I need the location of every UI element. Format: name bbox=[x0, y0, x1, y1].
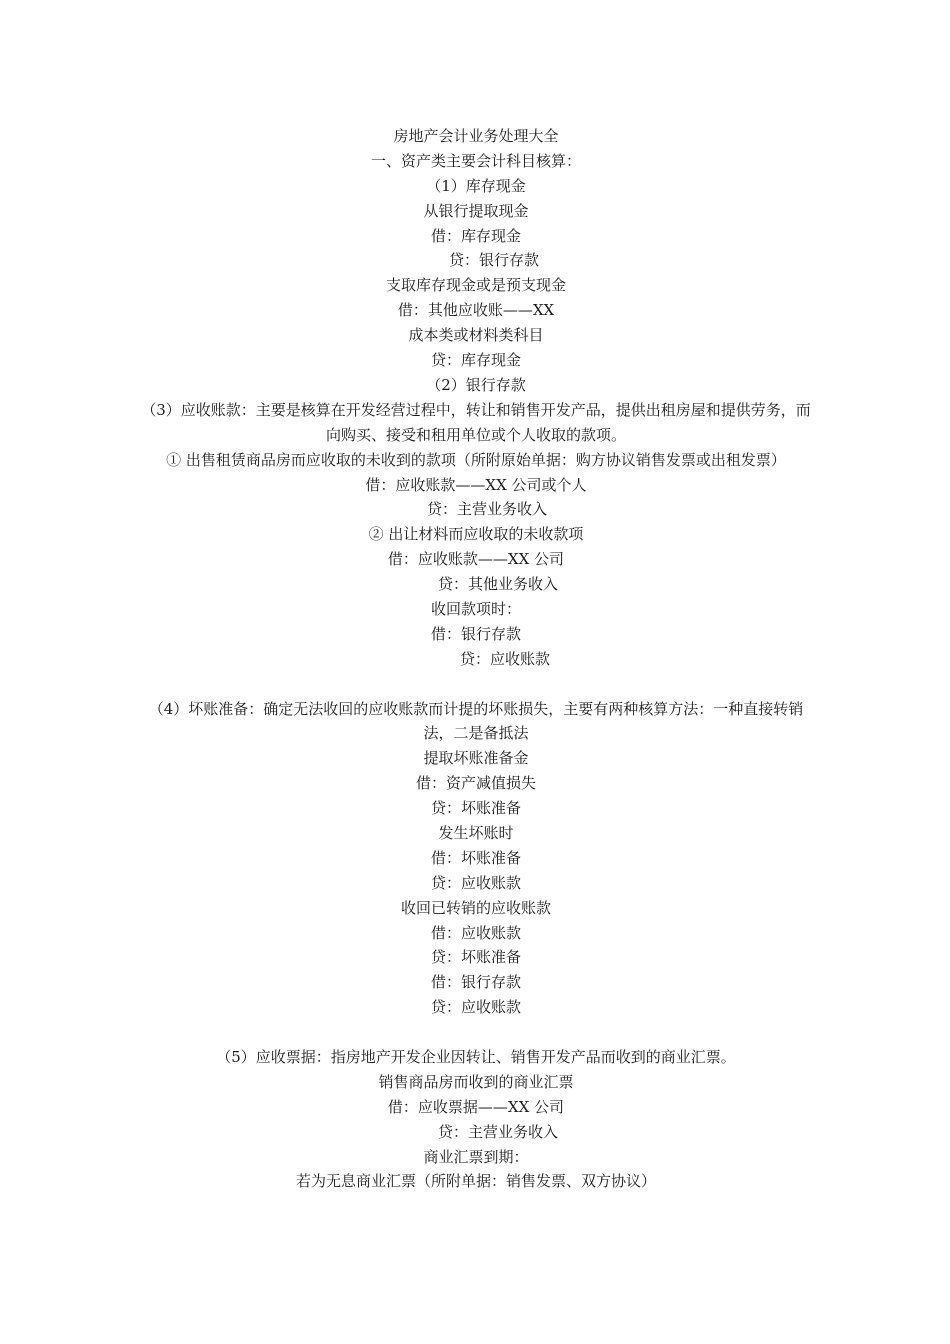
debit-line: 借：资产减值损失 bbox=[415, 774, 536, 793]
text-line: 收回款项时： bbox=[430, 599, 521, 618]
debit-line: 借：银行存款 bbox=[430, 973, 521, 992]
debit-line: 借：应收账款——XX 公司 bbox=[387, 550, 565, 569]
paragraph-notes-receivable: （5）应收票据：指房地产开发企业因转让、销售开发产品而收到的商业汇票。 bbox=[216, 1048, 736, 1067]
text-line: 销售商品房而收到的商业汇票 bbox=[378, 1072, 574, 1091]
text-line: 支取库存现金或是预支现金 bbox=[385, 276, 566, 295]
paragraph-item-1: ① 出售租赁商品房而应收取的未收到的款项（所附原始单据：购方协议销售发票或出租发票） bbox=[166, 450, 786, 469]
document-title: 房地产会计业务处理大全 bbox=[393, 127, 559, 145]
text-line: 提取坏账准备金 bbox=[423, 749, 529, 768]
debit-line: 借：其他应收账——XX bbox=[397, 301, 555, 320]
credit-line: 贷：应收账款 bbox=[459, 649, 550, 668]
text-line: 商业汇票到期： bbox=[423, 1147, 529, 1166]
subheading-cash: （1）库存现金 bbox=[426, 176, 526, 195]
text-line: 收回已转销的应收账款 bbox=[400, 898, 551, 917]
paragraph-accounts-receivable: （3）应收账款：主要是核算在开发经营过程中，转让和销售开发产品，提供出租房屋和提供劳务，而向购买、接受和租用单位或个人收取的款项。 bbox=[141, 400, 811, 444]
credit-line: 贷：主营业务收入 bbox=[426, 500, 547, 519]
debit-line: 借：库存现金 bbox=[430, 226, 521, 245]
credit-line: 贷：坏账准备 bbox=[430, 948, 521, 967]
debit-line: 借：坏账准备 bbox=[430, 848, 521, 867]
paragraph-item-2: ② 出让材料而应收取的未收款项 bbox=[368, 525, 584, 544]
debit-line: 借：应收账款 bbox=[430, 923, 521, 942]
subheading-bank-deposit: （2）银行存款 bbox=[426, 375, 526, 394]
debit-line: 借：应收票据——XX 公司 bbox=[387, 1097, 565, 1116]
credit-line: 贷：应收账款 bbox=[430, 998, 521, 1017]
text-line: 成本类或材料类科目 bbox=[408, 326, 544, 345]
credit-line: 贷：银行存款 bbox=[448, 251, 539, 270]
credit-line: 贷：坏账准备 bbox=[430, 799, 521, 818]
text-line: 发生坏账时 bbox=[438, 824, 514, 843]
spacer bbox=[140, 1020, 812, 1045]
credit-line: 贷：其他业务收入 bbox=[437, 575, 558, 594]
credit-line: 贷：库存现金 bbox=[430, 351, 521, 370]
credit-line: 贷：主营业务收入 bbox=[437, 1122, 558, 1141]
spacer bbox=[140, 672, 812, 697]
document-body bbox=[140, 124, 812, 1194]
debit-line: 借：应收账款——XX 公司或个人 bbox=[365, 475, 587, 494]
paragraph-bad-debt: （4）坏账准备：确定无法收回的应收账款而计提的坏账损失，主要有两种核算方法：一种直接转销法，二是备抵法 bbox=[148, 699, 804, 743]
credit-line: 贷：应收账款 bbox=[430, 873, 521, 892]
debit-line: 借：银行存款 bbox=[430, 624, 521, 643]
section-heading-assets: 一、资产类主要会计科目核算： bbox=[370, 151, 581, 170]
text-line: 从银行提取现金 bbox=[423, 201, 529, 220]
text-line: 若为无息商业汇票（所附单据：销售发票、双方协议） bbox=[295, 1172, 656, 1191]
